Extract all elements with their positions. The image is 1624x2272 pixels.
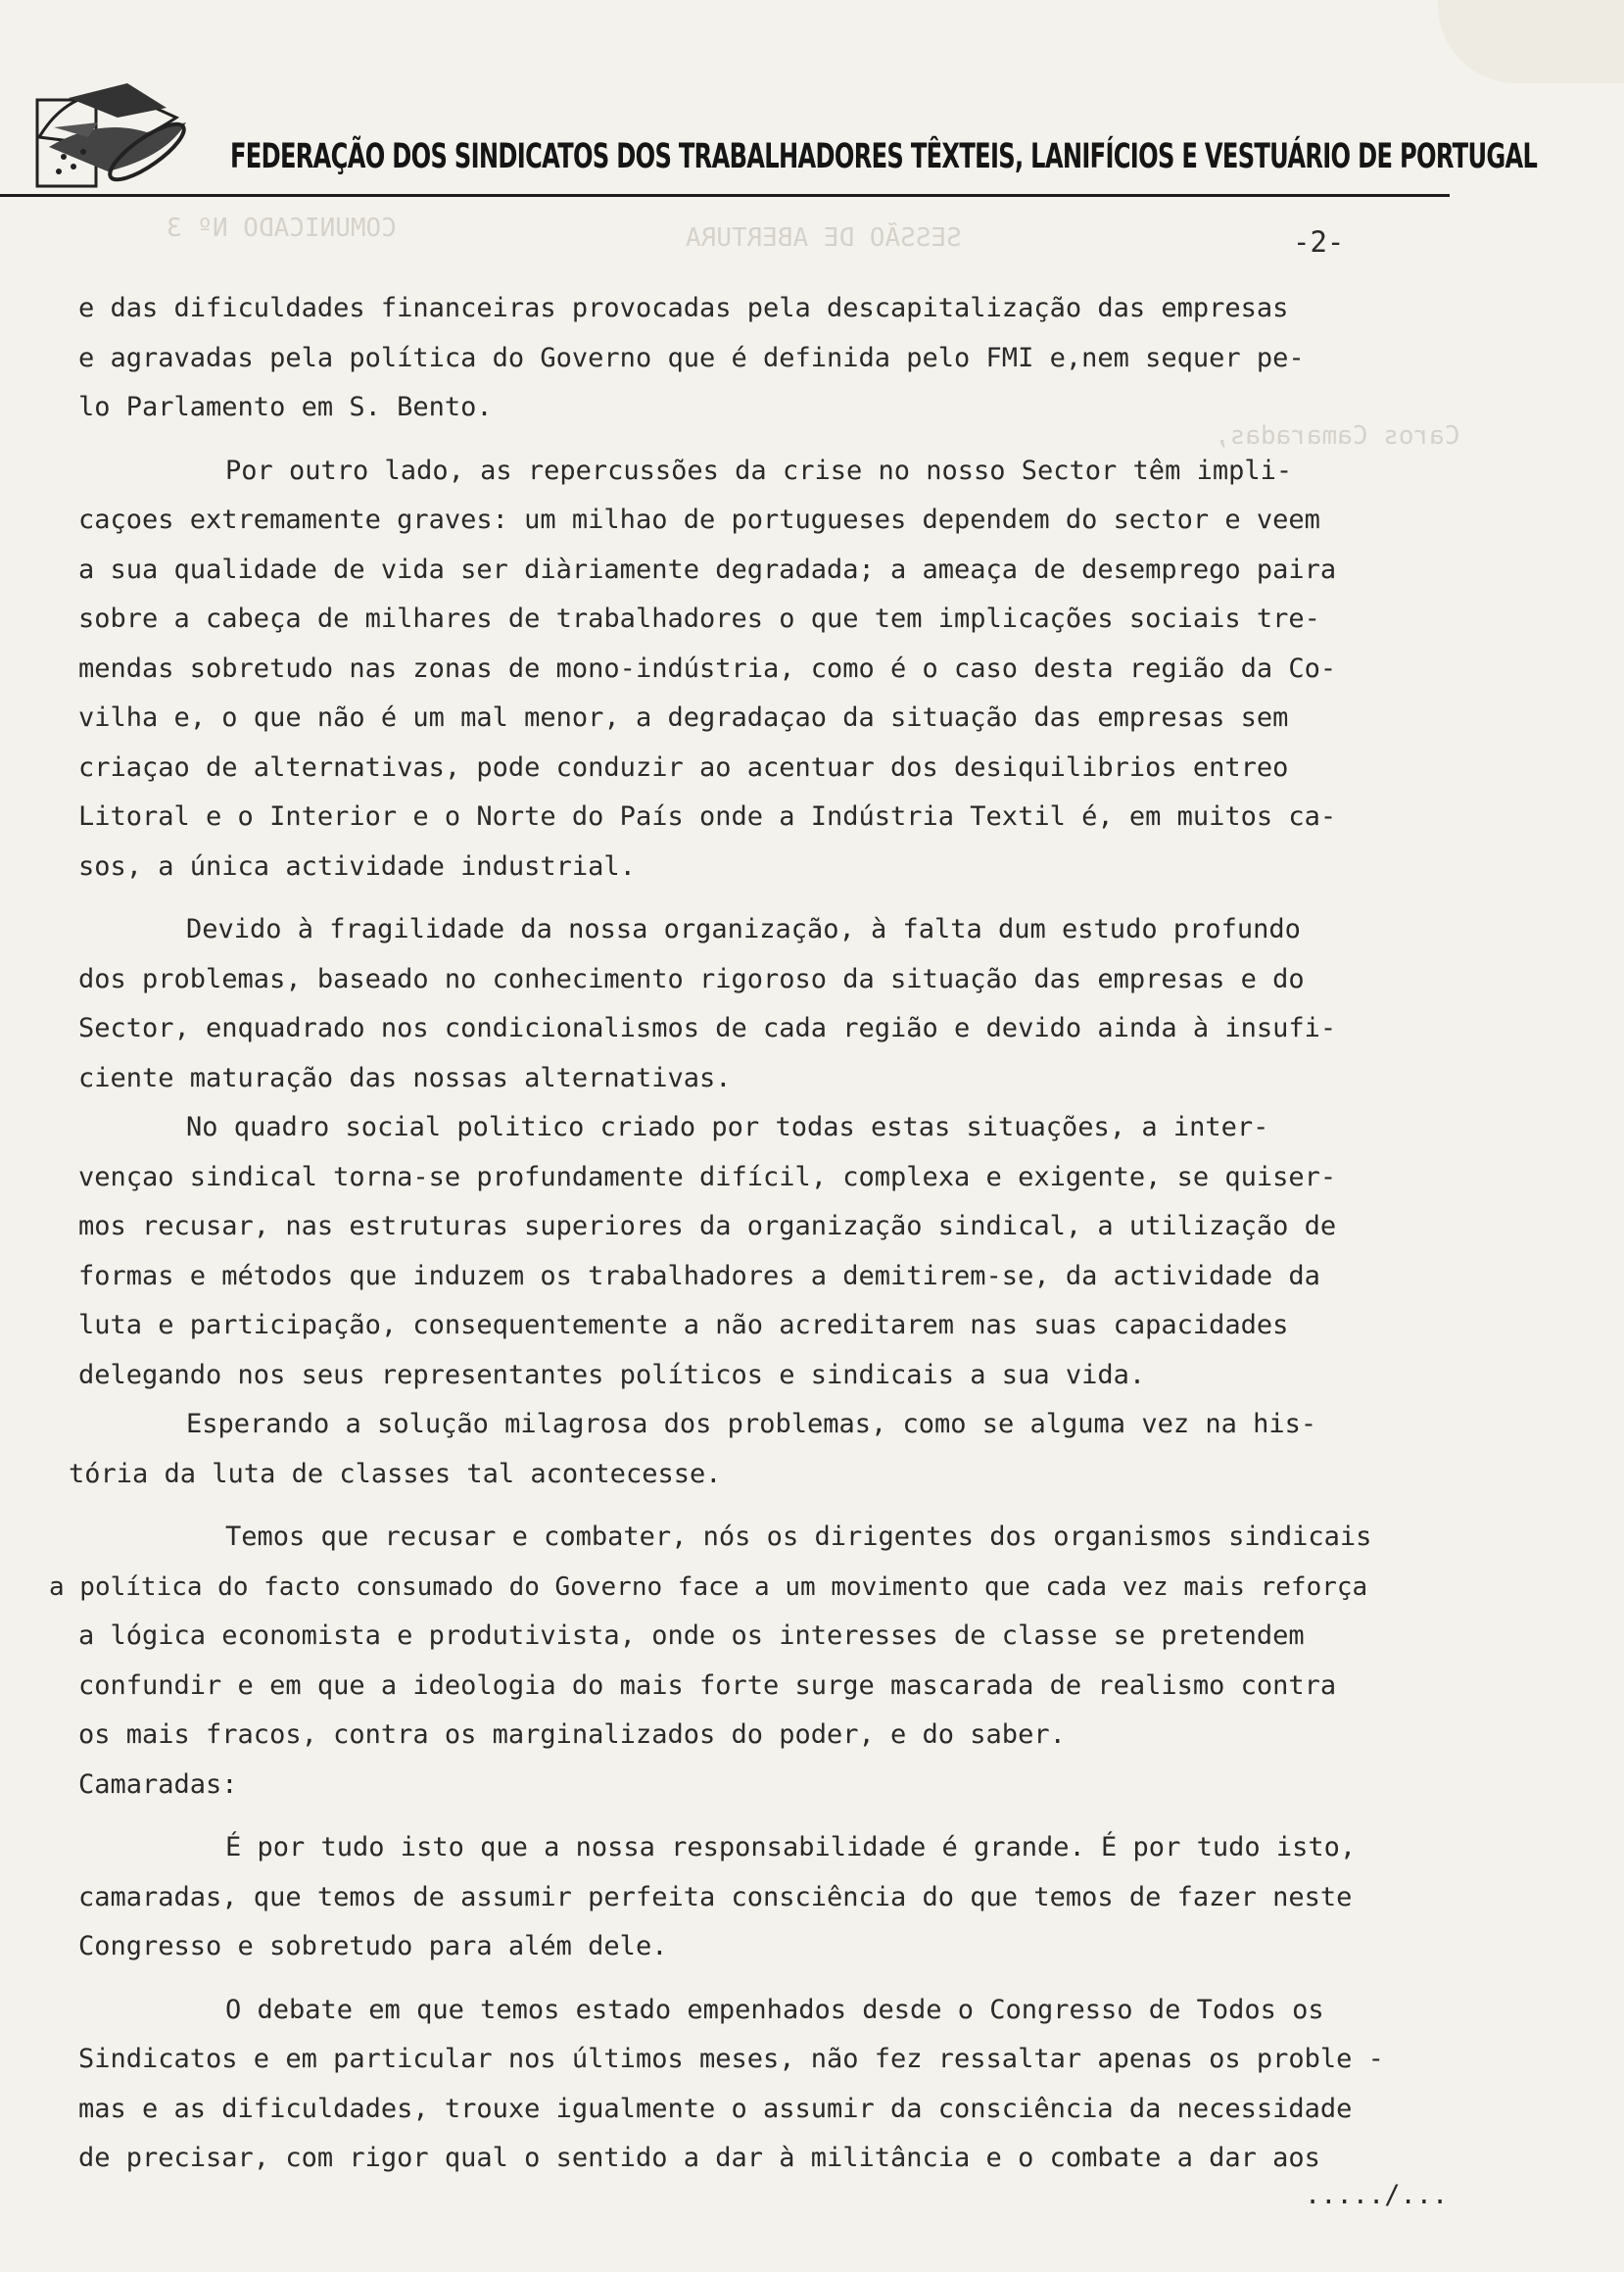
salutation: Camaradas:: [78, 1768, 238, 1800]
text-line: No quadro social politico criado por todas estas situações, a inter-: [186, 1112, 1269, 1142]
text-line: vençao sindical torna-se profundamente difícil, complexa e exigente, se quiser-: [78, 1161, 1337, 1192]
paragraph: [69, 1400, 1410, 1499]
text-line: Sector, enquadrado nos condicionalismos de cada região e devido ainda à insufi-: [78, 1013, 1337, 1043]
text-line: Temos que recusar e combater, nós os dirigentes dos organismos sindicais: [225, 1522, 1372, 1552]
text-line: e das dificuldades financeiras provocadas pela descapitalização das empresas: [78, 293, 1289, 323]
paragraph: [78, 905, 1410, 1103]
text-line: sos, a única actividade industrial.: [78, 850, 636, 882]
text-line: O debate em que temos estado empenhados desde o Congresso de Todos os: [225, 1994, 1324, 2025]
body-text: [49, 284, 1410, 2184]
header-rule: [0, 194, 1450, 197]
text-line: Por outro lado, as repercussões da crise no nosso Sector têm impli-: [225, 455, 1293, 486]
page-number: -2-: [1293, 225, 1345, 259]
text-line: mendas sobretudo nas zonas de mono-indústria, como é o caso desta região da Co-: [78, 653, 1337, 684]
text-line: os mais fracos, contra os marginalizados do poder, e do saber.: [78, 1719, 1066, 1750]
text-line: Esperando a solução milagrosa dos problemas, como se alguma vez na his-: [186, 1409, 1317, 1439]
text-line: a política do facto consumado do Governo face a um movimento que cada vez mais reforça: [49, 1571, 1368, 1602]
bleed-through-text: COMUNICADO Nº 3: [167, 214, 397, 243]
continuation-marker: ...../...: [1305, 2180, 1449, 2210]
text-line: delegando nos seus representantes políticos e sindicais a sua vida.: [78, 1359, 1146, 1390]
paragraph: [78, 1823, 1410, 1972]
text-line: É por tudo isto que a nossa responsabilidade é grande. É por tudo isto,: [225, 1832, 1357, 1862]
text-line: dos problemas, baseado no conhecimento rigoroso da situação das empresas e do: [78, 963, 1305, 994]
text-line: Litoral e o Interior e o Norte do País onde a Indústria Textil é, em muitos ca-: [78, 801, 1337, 832]
text-line: a sua qualidade de vida ser diàriamente degradada; a ameaça de desemprego paira: [78, 554, 1337, 585]
text-line: lo Parlamento em S. Bento.: [78, 392, 493, 422]
letterhead: [0, 69, 1624, 206]
text-line: caçoes extremamente graves: um milhao de portugueses dependem do sector e veem: [78, 505, 1320, 535]
text-line: mos recusar, nas estruturas superiores da organização sindical, a utilização de: [78, 1211, 1337, 1241]
text-line: vilha e, o que não é um mal menor, a degradaçao da situação das empresas sem: [78, 702, 1289, 733]
text-line: a lógica economista e produtivista, onde os interesses de classe se pretendem: [78, 1620, 1305, 1651]
text-line: de precisar, com rigor qual o sentido a dar à militância e o combate a dar aos: [78, 2143, 1320, 2173]
text-line: Congresso e sobretudo para além dele.: [78, 1931, 668, 1961]
bleed-through-text: Caros Camaradas,: [1215, 421, 1460, 451]
text-line: Devido à fragilidade da nossa organização, à falta dum estudo profundo: [186, 914, 1301, 944]
bleed-through-text: SESSÃO DE ABERTURA: [686, 223, 962, 253]
paragraph: [78, 1986, 1410, 2184]
text-line: ciente maturação das nossas alternativas.: [78, 1062, 732, 1093]
paragraph: [78, 284, 1410, 433]
text-line: criaçao de alternativas, pode conduzir ao acentuar dos desiquilibrios entreo: [78, 751, 1289, 783]
paragraph: [49, 1513, 1410, 1761]
paragraph: [78, 1103, 1410, 1400]
text-line: e agravadas pela política do Governo que é definida pelo FMI e,nem sequer pe-: [78, 342, 1305, 373]
organization-name: FEDERAÇÃO DOS SINDICATOS DOS TRABALHADORES TÊXTEIS, LANIFÍCIOS E VESTUÁRIO DE PORTUGAL: [230, 137, 1538, 176]
text-line: mas e as dificuldades, trouxe igualmente o assumir da consciência da necessidade: [78, 2093, 1353, 2124]
text-line: sobre a cabeça de milhares de trabalhadores o que tem implicações sociais tre-: [78, 604, 1320, 634]
text-line: confundir e em que a ideologia do mais forte surge mascarada de realismo contra: [78, 1669, 1337, 1701]
text-line: luta e participação, consequentemente a não acreditarem nas suas capacidades: [78, 1310, 1289, 1340]
text-line: Sindicatos e em particular nos últimos meses, não fez ressaltar apenas os proble -: [78, 2044, 1384, 2074]
text-line: camaradas, que temos de assumir perfeita consciência do que temos de fazer neste: [78, 1881, 1353, 1912]
text-line: formas e métodos que induzem os trabalhadores a demitirem-se, da actividade da: [78, 1260, 1320, 1291]
textile-machinery-logo-icon: [29, 78, 196, 191]
text-line: tória da luta de classes tal acontecesse.: [69, 1458, 722, 1489]
paragraph: [78, 447, 1410, 893]
